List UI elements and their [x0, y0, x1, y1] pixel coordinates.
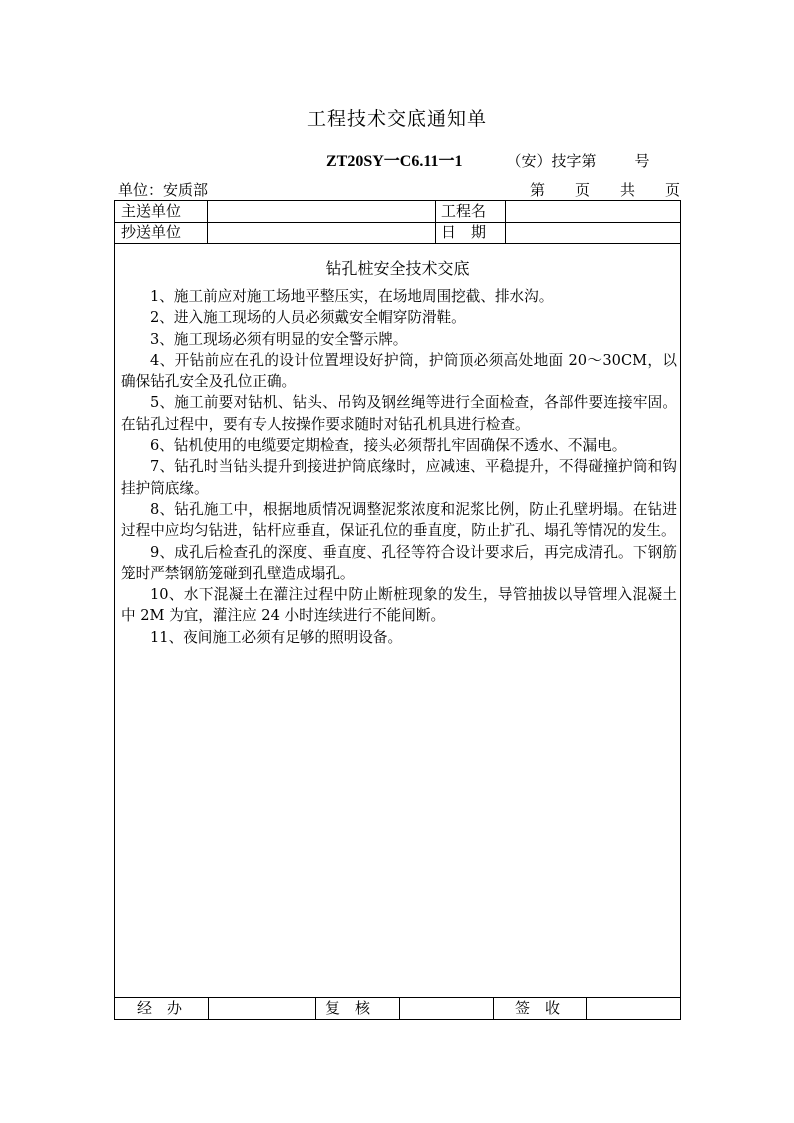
sign-off-value[interactable]: [593, 998, 673, 1019]
list-item: 10、水下混凝土在灌注过程中防止断桩现象的发生，导管抽拔以导管埋入混凝土中 2M 为宜，灌注应 24 小时连续进行不能间断。: [121, 586, 677, 625]
page-di: 第: [530, 181, 546, 199]
list-item: 5、施工前要对钻机、钻头、吊钩及钢丝绳等进行全面检查，各部件要连接牢固。在钻孔过程中，要有专人按操作要求随时对钻孔机具进行检查。: [121, 394, 677, 433]
project-name-value[interactable]: [511, 201, 676, 222]
list-item: 1、施工前应对施工场地平整压实，在场地周围挖截、排水沟。: [150, 288, 554, 305]
handler-label: 经 办: [137, 999, 183, 1017]
list-item: 8、钻孔施工中，根据地质情况调整泥浆浓度和泥浆比例，防止孔壁坍塌。在钻进过程中应均匀钻进，钻杆应垂直，保证孔位的垂直度，防止扩孔、塌孔等情况的发生。: [121, 500, 677, 540]
reviewer-label: 复 核: [325, 999, 371, 1017]
section-title: 钻孔桩安全技术交底: [325, 259, 470, 278]
header-row-recipient: [115, 201, 680, 223]
list-item: 7、钻孔时当钻头提升到接进护筒底缘时，应减速、平稳提升，不得碰撞护筒和钩挂护筒底缘。: [121, 458, 677, 497]
date-value[interactable]: [511, 222, 676, 243]
cc-label: 抄送单位: [121, 223, 182, 241]
project-name-label: 工程名: [441, 202, 487, 220]
page-counter: [530, 179, 680, 200]
list-item: 6、钻机使用的电缆要定期检查，接头必须帮扎牢固确保不透水、不漏电。: [150, 437, 627, 455]
page-ye1: 页: [574, 181, 590, 199]
recipient-label: 主送单位: [121, 202, 182, 220]
list-item: 4、开钻前应在孔的设计位置埋设好护筒，护筒顶必须高处地面 20～30CM，以确保钻孔安全及孔位正确。: [121, 351, 677, 391]
instruction-list: [121, 286, 677, 648]
recipient-value[interactable]: [213, 201, 431, 222]
list-item: 9、成孔后检查孔的深度、垂直度、孔径等符合设计要求后，再完成清孔。下钢筋笼时严禁钢筋笼碰到孔壁造成塌孔。: [121, 543, 677, 582]
list-item: 3、施工现场必须有明显的安全警示牌。: [150, 330, 408, 348]
sign-off-label: 签 收: [515, 999, 561, 1017]
cc-value[interactable]: [213, 222, 431, 243]
document-code: ZT20SY一C6.11一1: [326, 153, 463, 170]
page-ye2: 页: [664, 181, 680, 199]
reviewer-value[interactable]: [405, 998, 495, 1019]
list-item: 2、进入施工现场的人员必须戴安全帽穿防滑鞋。: [150, 309, 466, 327]
document-code-hao: 号: [634, 152, 650, 170]
date-label: 日 期: [441, 223, 487, 241]
document-title: 工程技术交底通知单: [306, 108, 487, 130]
page-gong: 共: [619, 181, 635, 199]
unit-label: 单位：安质部: [118, 181, 209, 199]
list-item: 11、夜间施工必须有足够的照明设备。: [150, 628, 403, 646]
handler-value[interactable]: [215, 998, 315, 1019]
document-code-suffix: （安）技字第: [506, 152, 597, 170]
header-row-cc: [115, 222, 680, 244]
signature-row: [115, 997, 680, 1019]
document-code-line: [326, 148, 650, 171]
